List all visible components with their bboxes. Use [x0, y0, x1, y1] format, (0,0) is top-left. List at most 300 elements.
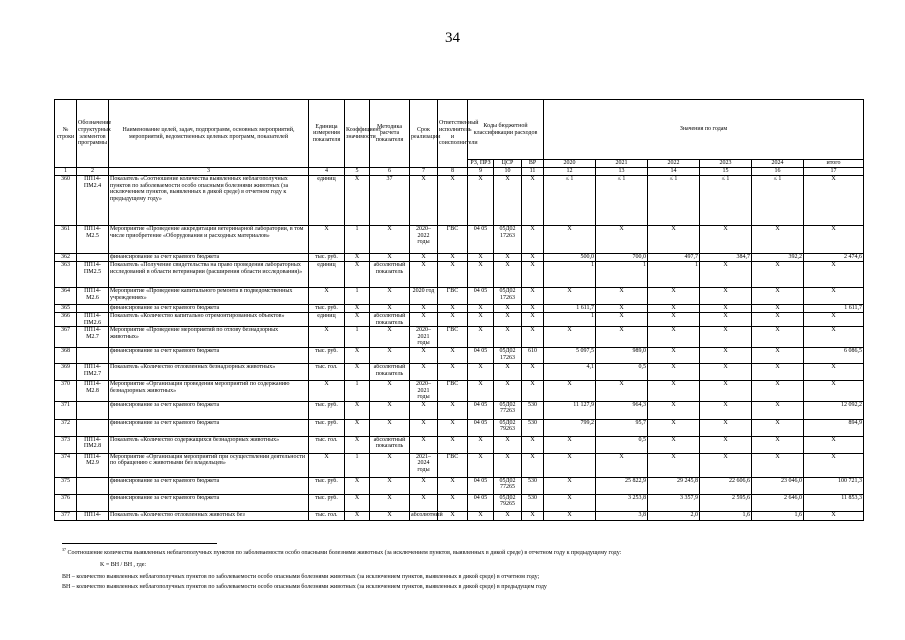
- table-row: [55, 347, 864, 363]
- table-cell: X: [544, 436, 596, 453]
- table-cell: 04 05: [468, 347, 494, 363]
- table-cell: X: [596, 288, 648, 305]
- table-cell: 0,5: [596, 436, 648, 453]
- table-cell: X: [468, 380, 494, 401]
- table-cell: ПП14-ПМ2.5: [77, 262, 109, 288]
- table-cell: 2020–2021 годы: [410, 327, 438, 348]
- table-row: [55, 226, 864, 254]
- table-cell: X: [370, 494, 410, 511]
- table-cell: тыс. руб.: [309, 419, 345, 436]
- table-cell: 989,0: [596, 347, 648, 363]
- table-cell: Показатель «Количество содержащихся безнадзорных животных»: [109, 436, 309, 453]
- header-2022: 2022: [648, 160, 700, 168]
- table-cell: 04 05: [468, 401, 494, 419]
- column-number: 6: [370, 168, 410, 176]
- table-cell: [77, 305, 109, 313]
- table-row: [55, 436, 864, 453]
- footnote-line: [62, 548, 621, 557]
- table-cell: X: [804, 380, 864, 401]
- table-cell: X: [370, 511, 410, 520]
- table-cell: 23 046,0: [752, 477, 804, 494]
- table-cell: X: [544, 453, 596, 477]
- table-cell: 360: [55, 176, 77, 226]
- table-cell: X: [804, 363, 864, 380]
- table-cell: X: [752, 419, 804, 436]
- table-cell: X: [700, 305, 752, 313]
- table-cell: ≤ 1: [752, 176, 804, 226]
- table-cell: X: [410, 347, 438, 363]
- table-cell: X: [522, 305, 544, 313]
- table-cell: [77, 254, 109, 262]
- table-cell: ГВС: [438, 226, 468, 254]
- table-cell: 361: [55, 226, 77, 254]
- table-cell: X: [468, 436, 494, 453]
- table-cell: 1: [345, 226, 370, 254]
- table-cell: Показатель «Соотношение количества выявленных неблагополучных пунктов по заболеваемости особо опасными болезнями животных (за исключением пунктов, выявленных в дикой среде) в отчетном году к предыдущему году»: [109, 176, 309, 226]
- table-cell: абсолютный показатель: [370, 436, 410, 453]
- table-cell: Показатель «Количество отловленных безнадзорных животных»: [109, 363, 309, 380]
- table-cell: 362: [55, 254, 77, 262]
- table-cell: 700,0: [596, 254, 648, 262]
- table-cell: X: [522, 226, 544, 254]
- table-cell: 964,3: [596, 401, 648, 419]
- table-cell: 2020 год: [410, 288, 438, 305]
- table-cell: X: [410, 176, 438, 226]
- table-cell: 2020–2022 годы: [410, 226, 438, 254]
- table-cell: X: [648, 436, 700, 453]
- header-values: Значения по годам: [544, 100, 864, 160]
- table-cell: абсолютный показатель: [370, 313, 410, 327]
- table-cell: X: [596, 327, 648, 348]
- table-cell: 370: [55, 380, 77, 401]
- table-row: [55, 313, 864, 327]
- table-cell: X: [345, 305, 370, 313]
- table-cell: 372: [55, 419, 77, 436]
- table-cell: X: [438, 176, 468, 226]
- table-cell: X: [438, 254, 468, 262]
- table-cell: 05Д02 17263: [494, 347, 522, 363]
- table-cell: X: [648, 401, 700, 419]
- table-cell: X: [438, 419, 468, 436]
- header-method: Методика расчета показателя: [370, 100, 410, 168]
- table-cell: 6 086,5: [804, 347, 864, 363]
- table-cell: 1,6: [700, 511, 752, 520]
- table-row: [55, 288, 864, 305]
- table-cell: [77, 419, 109, 436]
- table-cell: 95,7: [596, 419, 648, 436]
- column-number: 12: [544, 168, 596, 176]
- footnote-formula: K = ВН / ВН , где:: [100, 562, 147, 568]
- table-cell: X: [410, 305, 438, 313]
- table-cell: X: [345, 436, 370, 453]
- table-cell: тыс. руб.: [309, 254, 345, 262]
- table-cell: X: [370, 477, 410, 494]
- table-cell: тыс. гол.: [309, 436, 345, 453]
- table-cell: 374: [55, 453, 77, 477]
- table-cell: абсолютный показатель: [370, 262, 410, 288]
- table-cell: 610: [522, 347, 544, 363]
- header-rz: РЗ, ПРЗ: [468, 160, 494, 168]
- table-cell: X: [700, 419, 752, 436]
- table-cell: X: [522, 380, 544, 401]
- table-cell: ПП14-ПМ2.4: [77, 176, 109, 226]
- column-number: 7: [410, 168, 438, 176]
- table-cell: X: [370, 453, 410, 477]
- table-cell: X: [522, 453, 544, 477]
- table-cell: X: [804, 262, 864, 288]
- table-cell: 365: [55, 305, 77, 313]
- table-cell: абсолютный показатель: [370, 363, 410, 380]
- header-2021: 2021: [596, 160, 648, 168]
- table-cell: X: [522, 313, 544, 327]
- table-cell: X: [596, 305, 648, 313]
- table-cell: X: [438, 262, 468, 288]
- table-cell: X: [494, 262, 522, 288]
- table-cell: X: [544, 327, 596, 348]
- table-cell: X: [752, 305, 804, 313]
- table-cell: 1: [544, 313, 596, 327]
- table-cell: X: [345, 363, 370, 380]
- table-cell: 22 606,6: [700, 477, 752, 494]
- table-cell: 369: [55, 363, 77, 380]
- table-cell: 368: [55, 347, 77, 363]
- table-row: [55, 363, 864, 380]
- column-number: 9: [468, 168, 494, 176]
- table-row: [55, 176, 864, 226]
- table-row: [55, 477, 864, 494]
- table-cell: ГВС: [438, 327, 468, 348]
- table-cell: X: [596, 453, 648, 477]
- table-cell: ≤ 1: [544, 176, 596, 226]
- table-cell: X: [410, 436, 438, 453]
- table-cell: 894,9: [804, 419, 864, 436]
- table-cell: X: [345, 254, 370, 262]
- table-cell: X: [345, 494, 370, 511]
- table-cell: 377: [55, 511, 77, 520]
- table-cell: 3 253,8: [596, 494, 648, 511]
- table-cell: X: [345, 477, 370, 494]
- table-cell: единиц: [309, 176, 345, 226]
- table-cell: 4,1: [544, 363, 596, 380]
- column-number: 13: [596, 168, 648, 176]
- table-cell: финансирование за счет краевого бюджета: [109, 401, 309, 419]
- table-cell: тыс. руб.: [309, 477, 345, 494]
- table-cell: 05Д02 77265: [494, 477, 522, 494]
- table-cell: X: [752, 436, 804, 453]
- footnote-text: Соотношение количества выявленных неблагополучных пунктов по заболеваемости особо опасными болезнями животных (за исключением пунктов, выявленных в дикой среде) в отчетном году к предыдущему году:: [67, 550, 622, 556]
- table-cell: 375: [55, 477, 77, 494]
- table-cell: X: [345, 347, 370, 363]
- table-cell: абсолютный: [410, 511, 438, 520]
- table-cell: финансирование за счет краевого бюджета: [109, 254, 309, 262]
- table-cell: финансирование за счет краевого бюджета: [109, 305, 309, 313]
- table-cell: X: [494, 313, 522, 327]
- table-cell: X: [370, 305, 410, 313]
- table-cell: X: [596, 313, 648, 327]
- table-cell: Мероприятие «Организация проведения мероприятий по содержанию безнадзорных животных»: [109, 380, 309, 401]
- table-cell: X: [494, 380, 522, 401]
- table-cell: ГВС: [438, 288, 468, 305]
- table-cell: X: [544, 288, 596, 305]
- table-cell: 11 853,3: [804, 494, 864, 511]
- table-cell: X: [522, 262, 544, 288]
- table-cell: X: [370, 254, 410, 262]
- table-cell: [77, 494, 109, 511]
- table-cell: финансирование за счет краевого бюджета: [109, 494, 309, 511]
- table-cell: X: [522, 254, 544, 262]
- table-cell: X: [494, 363, 522, 380]
- table-cell: X: [544, 511, 596, 520]
- table-cell: ПП14-М2.9: [77, 453, 109, 477]
- table-cell: X: [522, 363, 544, 380]
- table-cell: X: [700, 436, 752, 453]
- table-cell: ≤ 1: [700, 176, 752, 226]
- column-number: 3: [109, 168, 309, 176]
- table-cell: 37: [370, 176, 410, 226]
- table-cell: X: [752, 288, 804, 305]
- table-cell: ГВС: [438, 380, 468, 401]
- table-cell: 376: [55, 494, 77, 511]
- table-cell: X: [648, 453, 700, 477]
- table-cell: X: [648, 327, 700, 348]
- table-cell: X: [494, 511, 522, 520]
- table-cell: 1,6: [752, 511, 804, 520]
- column-number: 16: [752, 168, 804, 176]
- table-cell: X: [438, 363, 468, 380]
- table-cell: 2021–2024 годы: [410, 453, 438, 477]
- table-cell: X: [752, 347, 804, 363]
- table-cell: X: [410, 419, 438, 436]
- footnote-rule: [62, 543, 217, 544]
- table-cell: 3,8: [596, 511, 648, 520]
- column-number: 10: [494, 168, 522, 176]
- table-cell: финансирование за счет краевого бюджета: [109, 347, 309, 363]
- table-cell: X: [410, 254, 438, 262]
- table-cell: X: [370, 380, 410, 401]
- table-cell: 05Д02 17263: [494, 226, 522, 254]
- table-cell: X: [648, 347, 700, 363]
- header-term: Срок реализации: [410, 100, 438, 168]
- table-cell: X: [700, 226, 752, 254]
- table-cell: 497,7: [648, 254, 700, 262]
- table-row: [55, 262, 864, 288]
- table-cell: ПП14-М2.6: [77, 288, 109, 305]
- table-cell: X: [596, 380, 648, 401]
- table-row: [55, 511, 864, 520]
- table-cell: ПП14-ПМ2.6: [77, 313, 109, 327]
- header-2023: 2023: [700, 160, 752, 168]
- table-cell: 1 611,7: [544, 305, 596, 313]
- table-cell: Показатель «Количество отловленных животных без: [109, 511, 309, 520]
- table-cell: X: [345, 176, 370, 226]
- table-cell: X: [410, 313, 438, 327]
- header-unit: Единица измерения показателя: [309, 100, 345, 168]
- table-cell: 392,2: [752, 254, 804, 262]
- table-cell: 2 595,6: [700, 494, 752, 511]
- table-cell: X: [468, 453, 494, 477]
- table-cell: X: [438, 347, 468, 363]
- table-cell: X: [700, 262, 752, 288]
- table-cell: 1: [345, 288, 370, 305]
- table-cell: Мероприятие «Проведение аккредитации ветеринарной лаборатории, в том числе приобретение «Оборудования и расходных материалов»: [109, 226, 309, 254]
- table-cell: 0,5: [596, 363, 648, 380]
- table-cell: X: [410, 477, 438, 494]
- column-number-row: [55, 168, 864, 176]
- table-cell: ≤ 1: [648, 176, 700, 226]
- table-cell: X: [648, 288, 700, 305]
- column-number: 14: [648, 168, 700, 176]
- table-cell: X: [522, 327, 544, 348]
- table-cell: Мероприятие «Проведение мероприятий по отлову безнадзорных животных»: [109, 327, 309, 348]
- table-cell: 05Д02 77263: [494, 401, 522, 419]
- table-cell: X: [370, 401, 410, 419]
- table-cell: 530: [522, 401, 544, 419]
- table-cell: 500,0: [544, 254, 596, 262]
- table-cell: X: [410, 262, 438, 288]
- header-2024: 2024: [752, 160, 804, 168]
- table-cell: X: [494, 254, 522, 262]
- table-cell: ГВС: [438, 453, 468, 477]
- table-cell: 12 092,2: [804, 401, 864, 419]
- table-cell: 1: [596, 262, 648, 288]
- table-cell: 11 127,9: [544, 401, 596, 419]
- table-cell: X: [700, 380, 752, 401]
- table-cell: X: [468, 363, 494, 380]
- table-cell: 384,7: [700, 254, 752, 262]
- table-cell: X: [700, 327, 752, 348]
- table-cell: Мероприятие «Проведение капитального ремонта в подведомственных учреждениях»: [109, 288, 309, 305]
- table-cell: 371: [55, 401, 77, 419]
- header-csr: ЦСР: [494, 160, 522, 168]
- table-cell: 100 721,3: [804, 477, 864, 494]
- table-cell: тыс. руб.: [309, 401, 345, 419]
- table-cell: X: [544, 494, 596, 511]
- footnote-def-previous: ВН – количество выявленных неблагополучных пунктов по заболеваемости особо опасными болезнями животных (за исключением пунктов, выявленных в дикой среде) в предыдущем году: [62, 584, 547, 590]
- table-cell: X: [752, 401, 804, 419]
- table-cell: единиц: [309, 313, 345, 327]
- table-body: [55, 168, 864, 521]
- table-cell: 04 05: [468, 477, 494, 494]
- table-cell: X: [700, 401, 752, 419]
- header-2020: 2020: [544, 160, 596, 168]
- table-cell: X: [544, 226, 596, 254]
- table-cell: X: [309, 226, 345, 254]
- table-cell: X: [345, 313, 370, 327]
- page-number: 34: [445, 30, 460, 46]
- table-cell: 1: [345, 380, 370, 401]
- table-row: [55, 327, 864, 348]
- table-cell: X: [752, 313, 804, 327]
- column-number: 4: [309, 168, 345, 176]
- table-cell: 04 05: [468, 494, 494, 511]
- table-cell: X: [370, 327, 410, 348]
- table-cell: 799,2: [544, 419, 596, 436]
- table-cell: X: [804, 511, 864, 520]
- table-cell: X: [410, 401, 438, 419]
- table-cell: X: [494, 327, 522, 348]
- table-cell: X: [309, 380, 345, 401]
- table-cell: 2020–2021 годы: [410, 380, 438, 401]
- table-cell: [77, 477, 109, 494]
- table-cell: X: [752, 327, 804, 348]
- table-cell: X: [410, 494, 438, 511]
- table-cell: X: [468, 262, 494, 288]
- table-cell: X: [309, 327, 345, 348]
- table-cell: ПП14-ПМ2.7: [77, 363, 109, 380]
- header-code: Обозначение структурных элементов программы: [77, 100, 109, 168]
- table-cell: X: [700, 313, 752, 327]
- table-cell: X: [522, 511, 544, 520]
- table-cell: X: [804, 436, 864, 453]
- table-cell: X: [522, 436, 544, 453]
- table-cell: X: [494, 453, 522, 477]
- header-coef: Коэффициент значимости: [345, 100, 370, 168]
- table-cell: X: [752, 226, 804, 254]
- table-cell: 05Д02 17263: [494, 288, 522, 305]
- table-cell: ПП14-М2.5: [77, 226, 109, 254]
- table-cell: X: [370, 419, 410, 436]
- table-cell: 1: [345, 453, 370, 477]
- table-cell: X: [438, 313, 468, 327]
- table-cell: Мероприятие «Организация мероприятий при осуществлении деятельности по обращению с животными без владельцев»: [109, 453, 309, 477]
- table-cell: X: [648, 313, 700, 327]
- table-cell: X: [804, 453, 864, 477]
- table-cell: 5 097,5: [544, 347, 596, 363]
- table-cell: X: [309, 453, 345, 477]
- table-cell: 363: [55, 262, 77, 288]
- header-num: № строки: [55, 100, 77, 168]
- header-resp: Ответственный исполнитель и соисполнители: [438, 100, 468, 168]
- table-cell: ПП14-М2.8: [77, 380, 109, 401]
- table-cell: X: [752, 453, 804, 477]
- table-cell: X: [804, 313, 864, 327]
- table-cell: 2,0: [648, 511, 700, 520]
- table-cell: 373: [55, 436, 77, 453]
- table-cell: X: [648, 226, 700, 254]
- table-cell: X: [345, 262, 370, 288]
- table-cell: тыс. руб.: [309, 347, 345, 363]
- table-cell: 530: [522, 494, 544, 511]
- table-row: [55, 419, 864, 436]
- footnote-def-current: ВН – количество выявленных неблагополучных пунктов по заболеваемости особо опасными болезнями животных (за исключением пунктов, выявленных в дикой среде) в отчетном году;: [62, 574, 540, 580]
- table-cell: X: [700, 363, 752, 380]
- table-cell: 367: [55, 327, 77, 348]
- table-cell: X: [648, 305, 700, 313]
- header-name: Наименование целей, задач, подпрограмм, основных мероприятий, мероприятий, ведомственных целевых программ, показателей: [109, 100, 309, 168]
- table-cell: X: [494, 176, 522, 226]
- table-cell: X: [370, 347, 410, 363]
- table-row: [55, 380, 864, 401]
- column-number: 11: [522, 168, 544, 176]
- table-cell: X: [494, 436, 522, 453]
- table-cell: ≤ 1: [596, 176, 648, 226]
- table-cell: ПП14-М2.7: [77, 327, 109, 348]
- table-cell: X: [438, 494, 468, 511]
- header-vr: ВР: [522, 160, 544, 168]
- table-cell: 04 05: [468, 226, 494, 254]
- table-cell: 29 245,8: [648, 477, 700, 494]
- table-cell: X: [648, 419, 700, 436]
- table-cell: X: [804, 176, 864, 226]
- table-cell: X: [804, 226, 864, 254]
- table-cell: ПП14-: [77, 511, 109, 520]
- table-cell: ПП14-ПМ2.8: [77, 436, 109, 453]
- table-cell: 530: [522, 419, 544, 436]
- table-cell: финансирование за счет краевого бюджета: [109, 477, 309, 494]
- program-table: [54, 99, 864, 521]
- column-number: 15: [700, 168, 752, 176]
- table-cell: Показатель «Получение свидетельства на право проведения лабораторных исследований в области ветеринарии (расширения области исследования)»: [109, 262, 309, 288]
